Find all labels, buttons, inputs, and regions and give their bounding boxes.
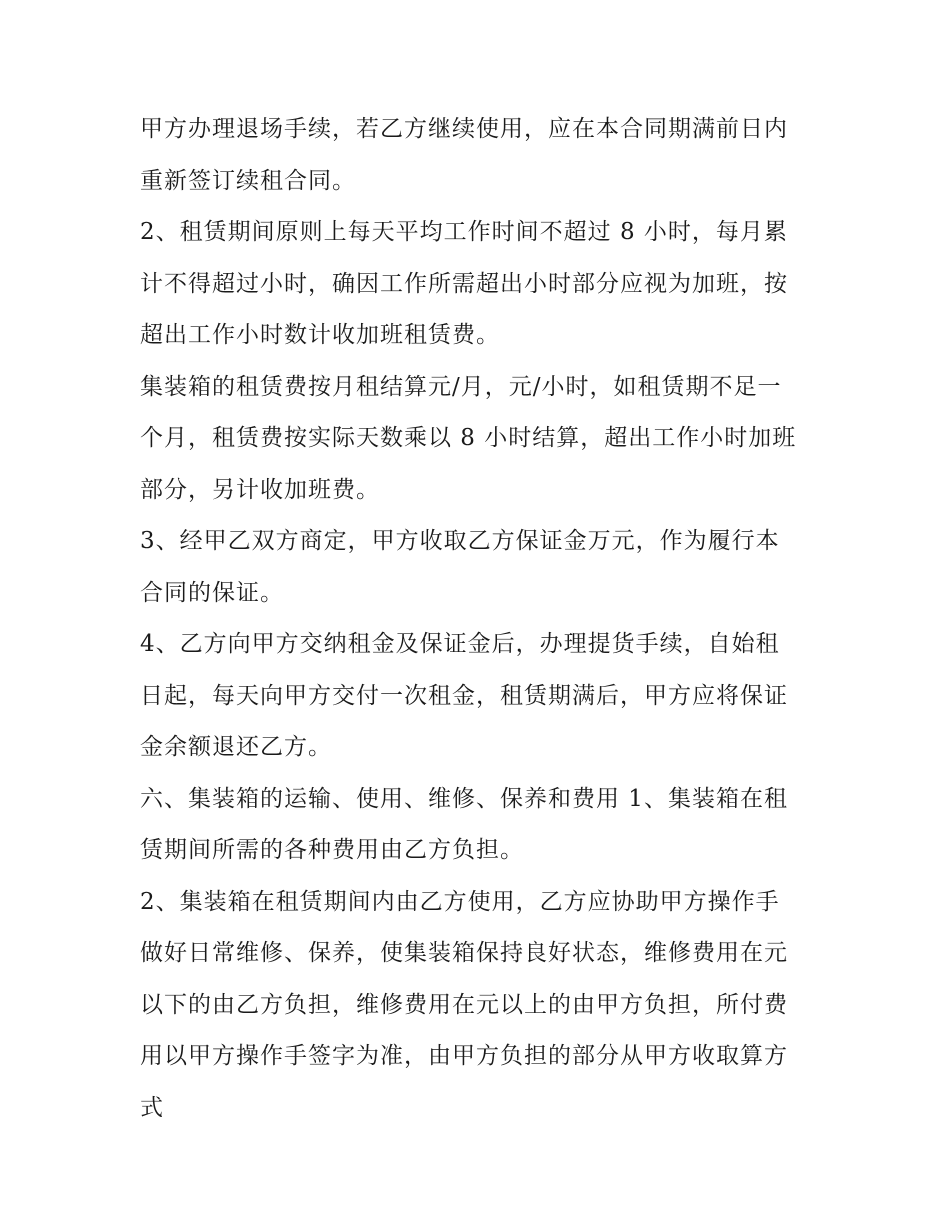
text-line: 六、集装箱的运输、使用、维修、保养和费用 1、集装箱在租 xyxy=(140,785,788,812)
text-line: 计不得超过小时，确因工作所需超出小时部分应视为加班，按 xyxy=(140,270,788,297)
text-line: 用以甲方操作手签字为准，由甲方负担的部分从甲方收取算方 xyxy=(140,1043,788,1069)
paragraph-clause-2-maintenance xyxy=(140,877,820,1135)
text-line: 赁期间所需的各种费用由乙方负担。 xyxy=(140,837,524,863)
text-line: 2、租赁期间原则上每天平均工作时间不超过 8 小时，每月累 xyxy=(140,219,788,245)
text-line: 集装箱的租赁费按月租结算元/月，元/小时，如租赁期不足一 xyxy=(140,373,782,400)
paragraph-clause-2-working-hours xyxy=(140,207,820,362)
paragraph-rental-fee xyxy=(140,362,820,517)
paragraph-return-procedure xyxy=(140,104,820,207)
text-line: 金余额退还乙方。 xyxy=(140,734,332,760)
text-line: 重新签订续租合同。 xyxy=(140,167,356,194)
text-line: 3、经甲乙双方商定，甲方收取乙方保证金万元，作为履行本 xyxy=(140,528,780,554)
text-line: 个月，租赁费按实际天数乘以 8 小时结算，超出工作小时加班 xyxy=(140,425,797,451)
text-line: 甲方办理退场手续，若乙方继续使用，应在本合同期满前日内 xyxy=(140,116,788,142)
document-body xyxy=(140,104,820,1134)
text-line: 式 xyxy=(140,1094,164,1121)
text-line: 超出工作小时数计收加班租赁费。 xyxy=(140,322,500,348)
text-line: 合同的保证。 xyxy=(140,579,284,606)
text-line: 以下的由乙方负担，维修费用在元以上的由甲方负担，所付费 xyxy=(140,991,788,1018)
text-line: 4、乙方向甲方交纳租金及保证金后，办理提货手续，自始租 xyxy=(140,631,780,657)
paragraph-clause-3-deposit xyxy=(140,516,820,619)
text-line: 日起，每天向甲方交付一次租金，租赁期满后，甲方应将保证 xyxy=(140,682,788,709)
paragraph-clause-4-payment xyxy=(140,619,820,774)
text-line: 部分，另计收加班费。 xyxy=(140,476,380,503)
paragraph-section-6-heading xyxy=(140,774,820,877)
text-line: 2、集装箱在租赁期间内由乙方使用，乙方应协助甲方操作手 xyxy=(140,888,780,915)
text-line: 做好日常维修、保养，使集装箱保持良好状态，维修费用在元 xyxy=(140,940,788,966)
